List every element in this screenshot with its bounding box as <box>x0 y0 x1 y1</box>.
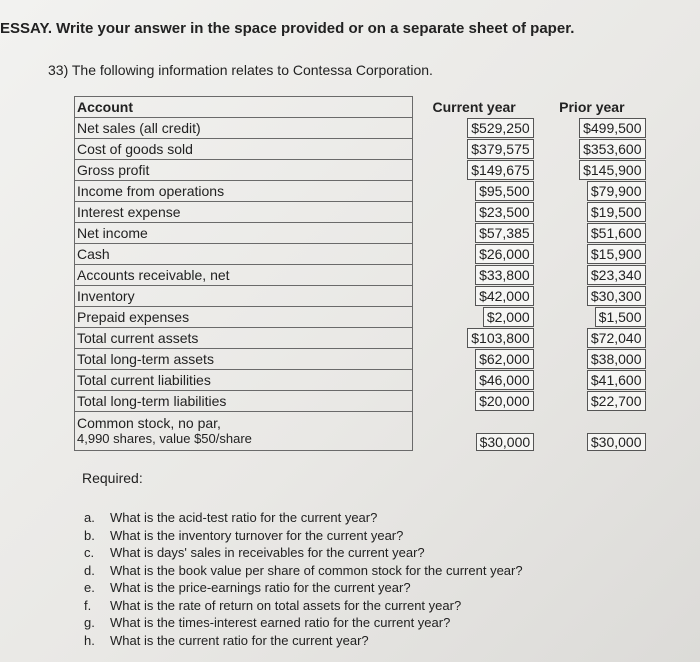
current-year-cell <box>412 265 536 286</box>
current-year-cell <box>412 391 536 412</box>
account-cell: Net sales (all credit) <box>75 118 413 139</box>
requirement-item <box>84 597 523 615</box>
account-cell <box>75 412 413 451</box>
account-cell: Inventory <box>75 286 413 307</box>
current-year-value: $33,800 <box>475 265 534 285</box>
prior-year-value: $51,600 <box>587 223 646 243</box>
question-text: 33) The following information relates to Contessa Corporation. <box>48 62 433 78</box>
essay-heading-lead: ESSAY. <box>0 20 52 37</box>
prior-year-cell <box>536 202 647 223</box>
requirement-text: What is the rate of return on total assets for the current year? <box>110 597 462 613</box>
prior-year-cell <box>536 328 647 349</box>
current-year-cell <box>412 202 536 223</box>
prior-year-cell <box>536 286 647 307</box>
prior-year-value: $19,500 <box>587 202 646 222</box>
table-row <box>75 244 648 265</box>
requirement-letter: e. <box>84 580 95 595</box>
current-year-value: $20,000 <box>475 391 534 411</box>
requirements-list <box>84 509 523 649</box>
prior-year-value: $145,900 <box>579 160 645 180</box>
current-year-cell <box>412 181 536 202</box>
account-cell: Total current liabilities <box>75 370 413 391</box>
requirement-letter: f. <box>84 597 92 613</box>
table-row <box>75 349 648 370</box>
prior-year-cell <box>536 118 647 139</box>
current-year-value: $42,000 <box>475 286 534 306</box>
requirement-letter: a. <box>84 510 95 525</box>
prior-year-value: $38,000 <box>587 349 646 369</box>
current-year-value: $103,800 <box>467 328 533 348</box>
requirement-letter: g. <box>84 615 95 630</box>
account-cell: Interest expense <box>75 202 413 223</box>
table-row <box>75 391 648 412</box>
table-row <box>75 181 648 202</box>
table-row-common-stock <box>75 412 648 451</box>
requirement-item <box>84 579 523 597</box>
table-header-row <box>75 97 648 118</box>
account-cell: Cash <box>75 244 413 265</box>
current-year-value: $95,500 <box>475 181 534 201</box>
prior-year-cell <box>536 307 647 328</box>
current-year-value: $46,000 <box>475 370 534 390</box>
account-cell: Total long-term assets <box>75 349 413 370</box>
current-year-value: $26,000 <box>475 244 534 264</box>
current-year-value: $149,675 <box>467 160 533 180</box>
account-cell: Cost of goods sold <box>75 139 413 160</box>
prior-year-cell <box>536 160 647 181</box>
current-year-cell <box>412 286 536 307</box>
prior-year-value: $30,300 <box>587 286 646 306</box>
table-row <box>75 328 648 349</box>
account-cell: Net income <box>75 223 413 244</box>
header-prior-year: Prior year <box>559 99 625 115</box>
prior-year-cell <box>536 223 647 244</box>
current-year-cell <box>412 412 536 451</box>
requirement-letter: c. <box>84 545 95 560</box>
account-line-1: Common stock, no par, <box>77 415 221 431</box>
requirement-text: What is the book value per share of common stock for the current year? <box>110 562 523 578</box>
table-row <box>75 265 648 286</box>
account-cell: Total long-term liabilities <box>75 391 413 412</box>
prior-year-cell <box>536 349 647 370</box>
prior-year-cell <box>536 412 647 451</box>
prior-year-value: $22,700 <box>587 391 646 411</box>
prior-year-cell <box>536 139 647 160</box>
table-row <box>75 286 648 307</box>
prior-year-value: $353,600 <box>579 139 645 159</box>
current-year-cell <box>412 328 536 349</box>
table-row <box>75 202 648 223</box>
requirement-text: What is days' sales in receivables for the current year? <box>110 545 425 560</box>
requirement-text: What is the acid-test ratio for the current year? <box>110 510 378 525</box>
required-label: Required: <box>82 470 143 486</box>
prior-year-value: $23,340 <box>587 265 646 285</box>
current-year-cell <box>412 139 536 160</box>
account-cell: Prepaid expenses <box>75 307 413 328</box>
table-row <box>75 160 648 181</box>
requirement-item <box>84 527 523 545</box>
current-year-cell <box>412 349 536 370</box>
current-year-value: $30,000 <box>476 433 535 451</box>
current-year-cell <box>412 223 536 244</box>
header-current-year: Current year <box>432 99 516 115</box>
current-year-cell <box>412 244 536 265</box>
prior-year-value: $15,900 <box>587 244 646 264</box>
requirement-item <box>84 562 523 580</box>
prior-year-value: $499,500 <box>579 118 645 138</box>
current-year-value: $379,575 <box>467 139 533 159</box>
prior-year-value: $79,900 <box>587 181 646 201</box>
current-year-cell <box>412 307 536 328</box>
requirement-item <box>84 509 523 527</box>
requirement-text: What is the price-earnings ratio for the current year? <box>110 580 411 595</box>
table-row <box>75 370 648 391</box>
account-cell: Accounts receivable, net <box>75 265 413 286</box>
requirement-letter: b. <box>84 527 95 543</box>
current-year-cell <box>412 370 536 391</box>
current-year-value: $57,385 <box>475 223 534 243</box>
account-cell: Total current assets <box>75 328 413 349</box>
current-year-value: $62,000 <box>475 349 534 369</box>
account-line-2: 4,990 shares, value $50/share <box>77 431 252 446</box>
prior-year-cell <box>536 391 647 412</box>
financial-table <box>74 96 648 451</box>
header-account: Account <box>75 97 413 118</box>
requirement-letter: h. <box>84 632 95 648</box>
requirement-item <box>84 544 523 562</box>
current-year-cell <box>412 160 536 181</box>
current-year-value: $2,000 <box>483 307 534 327</box>
requirement-text: What is the inventory turnover for the current year? <box>110 527 404 543</box>
requirement-item <box>84 614 523 632</box>
prior-year-cell <box>536 265 647 286</box>
prior-year-value: $1,500 <box>595 307 646 327</box>
table-row <box>75 307 648 328</box>
requirement-text: What is the times-interest earned ratio for the current year? <box>110 615 451 630</box>
requirement-text: What is the current ratio for the current year? <box>110 632 369 648</box>
current-year-cell <box>412 118 536 139</box>
account-cell: Gross profit <box>75 160 413 181</box>
table-row <box>75 118 648 139</box>
prior-year-value: $72,040 <box>587 328 646 348</box>
current-year-value: $529,250 <box>467 118 533 138</box>
account-cell: Income from operations <box>75 181 413 202</box>
prior-year-value: $30,000 <box>587 433 646 451</box>
prior-year-cell <box>536 244 647 265</box>
current-year-value: $23,500 <box>475 202 534 222</box>
prior-year-cell <box>536 181 647 202</box>
essay-heading <box>0 20 574 37</box>
requirement-item <box>84 632 523 650</box>
table-row <box>75 223 648 244</box>
essay-heading-text: Write your answer in the space provided or on a separate sheet of paper. <box>56 20 575 37</box>
requirement-letter: d. <box>84 562 95 578</box>
table-row <box>75 139 648 160</box>
prior-year-value: $41,600 <box>587 370 646 390</box>
prior-year-cell <box>536 370 647 391</box>
